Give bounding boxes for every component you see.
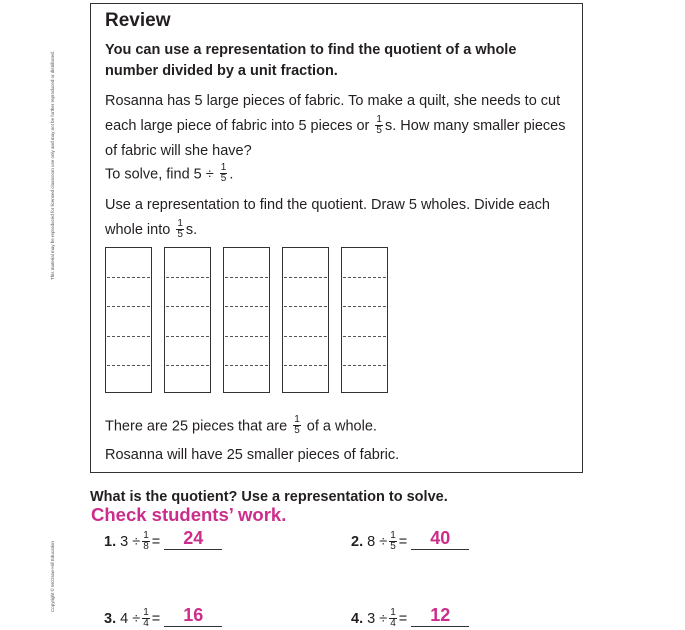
review-problem (105, 89, 580, 164)
problem-label: 3. (104, 611, 117, 627)
problem-label: 4. (351, 611, 364, 627)
part-divider (166, 336, 209, 337)
part-divider (166, 277, 209, 278)
copyright-notice: This material may be reproduced for licensed classroom use only and may not be further reproduced or distributed. (50, 51, 55, 280)
part-divider (225, 306, 268, 307)
answer-value: 16 (183, 605, 204, 625)
whole-bar (105, 247, 152, 393)
problem-whole: 8 (367, 534, 376, 550)
solve-suffix: . (229, 166, 234, 183)
part-divider (284, 336, 327, 337)
representation-text (105, 193, 575, 243)
part-divider (284, 277, 327, 278)
answer-value: 12 (430, 605, 451, 625)
part-divider (343, 277, 386, 278)
problem-label: 2. (351, 534, 364, 550)
practice-question: What is the quotient? Use a representation to solve. (90, 489, 448, 505)
problem-3: 3. 4 ÷ $\frac{1}{4}$ = 16 (104, 607, 222, 630)
whole-bar (164, 247, 211, 393)
problem-fraction: $\frac{1}{5}$ (390, 529, 396, 552)
problem-text-1: Rosanna has 5 large pieces of fabric. To make a quilt, she needs to cut each large piece of fabric into 5 pieces or (105, 93, 561, 134)
answer-blank[interactable] (164, 605, 222, 627)
part-divider (284, 365, 327, 366)
part-divider (225, 365, 268, 366)
problem-fraction: $\frac{1}{4}$ (390, 606, 396, 629)
review-intro: You can use a representation to find the quotient of a whole number divided by a unit fraction. (105, 42, 517, 79)
whole-bar (282, 247, 329, 393)
fraction-one-fifth: $\frac{1}{5}$ (294, 414, 300, 436)
part-divider (225, 336, 268, 337)
publisher-copyright: Copyright © McGraw-Hill Education (50, 541, 55, 612)
part-divider (343, 365, 386, 366)
problem-whole: 3 (120, 534, 129, 550)
problem-fraction: $\frac{1}{8}$ (143, 529, 149, 552)
part-divider (107, 306, 150, 307)
whole-bar (223, 247, 270, 393)
check-note: Check students’ work. (91, 504, 287, 525)
result-text-1: There are 25 pieces that are (105, 418, 288, 435)
rep-text-1: Use a representation to find the quotient. Draw 5 wholes. Divide each whole into (105, 197, 550, 238)
fraction-one-fifth: $\frac{1}{5}$ (376, 113, 382, 136)
part-divider (107, 277, 150, 278)
part-divider (166, 365, 209, 366)
problem-fraction: $\frac{1}{4}$ (143, 606, 149, 629)
problem-2: 2. 8 ÷ $\frac{1}{5}$ = 40 (351, 530, 469, 553)
part-divider (107, 365, 150, 366)
review-box (90, 3, 583, 473)
part-divider (343, 306, 386, 307)
part-divider (284, 306, 327, 307)
part-divider (225, 277, 268, 278)
part-divider (166, 306, 209, 307)
part-divider (343, 336, 386, 337)
part-divider (107, 336, 150, 337)
result-line (105, 416, 377, 437)
solve-line (105, 164, 233, 185)
review-title: Review (105, 10, 171, 31)
fraction-one-fifth: $\frac{1}{5}$ (177, 217, 183, 240)
problem-label: 1. (104, 534, 117, 550)
solve-prefix: To solve, find 5 ÷ (105, 166, 214, 183)
result-text-2: of a whole. (306, 418, 377, 435)
fraction-one-fifth: $\frac{1}{5}$ (220, 162, 227, 184)
problem-whole: 4 (120, 611, 129, 627)
answer-blank[interactable] (411, 528, 469, 550)
problem-whole: 3 (367, 611, 376, 627)
answer-blank[interactable] (164, 528, 222, 550)
conclusion: Rosanna will have 25 smaller pieces of fabric. (105, 447, 400, 463)
answer-value: 40 (430, 528, 451, 548)
rep-text-2: s. (185, 222, 198, 238)
answer-value: 24 (183, 528, 204, 548)
problem-1: 1. 3 ÷ $\frac{1}{8}$ = 24 (104, 530, 222, 553)
problem-4: 4. 3 ÷ $\frac{1}{4}$ = 12 (351, 607, 469, 630)
whole-bar (341, 247, 388, 393)
answer-blank[interactable] (411, 605, 469, 627)
problem-text-2: s. How many smaller pieces of fabric will she have? (105, 118, 566, 159)
